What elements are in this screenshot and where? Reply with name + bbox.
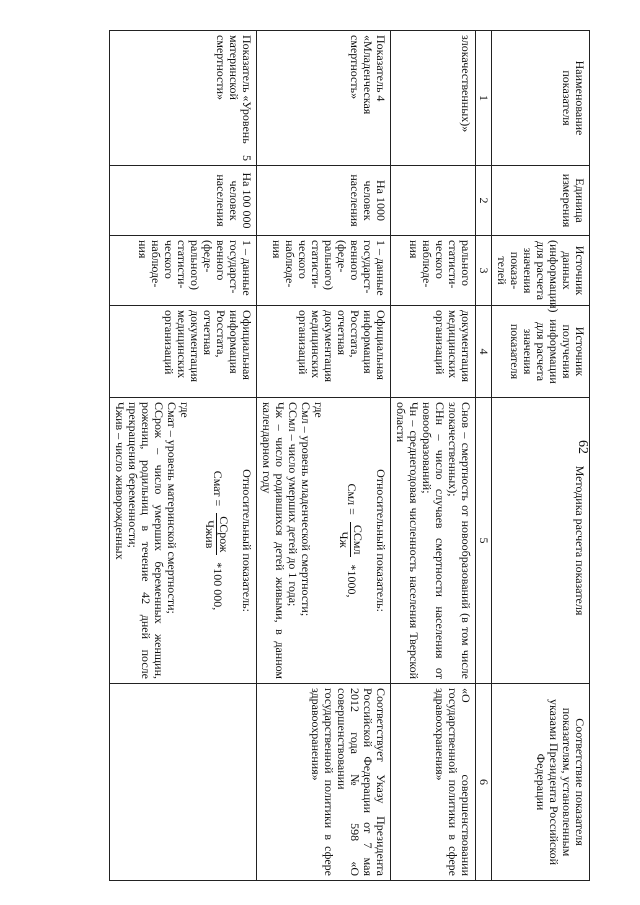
data-source: рального статисти-ческого наблюде-ния	[391, 236, 476, 306]
conformity-cell: «О совершенствовании государственной политики в сфере здравоохранения»	[391, 684, 476, 881]
formula-fraction	[337, 522, 364, 558]
col-number: 4	[476, 306, 492, 398]
info-source: Официальная информация Росстата, отчетная документация медицинских организаций	[257, 306, 391, 398]
data-source: 1 – данные государст-венного (феде-рального) статисти-ческого наблюде-ния	[257, 236, 391, 306]
formula: Смл = ССмл Чж *1000,	[337, 483, 365, 598]
method-line: ССмл – число умерших детей до 1 года;	[286, 402, 300, 607]
col-number: 2	[476, 166, 492, 236]
unit-cell: На 100 000 человек населения	[110, 166, 257, 236]
method-line: Чж – число родившихся детей живыми, в данном календарном году	[260, 402, 287, 679]
method-line: Чжив – число живорожденных	[113, 402, 127, 560]
table-row-indicator-4	[257, 31, 391, 881]
col-number: 6	[476, 684, 492, 881]
rotated-table-container	[35, 30, 590, 880]
page-number: 62	[575, 440, 590, 454]
where-label: где	[312, 402, 326, 418]
header-indicator-name: Наименование показателя	[492, 31, 590, 166]
table-row-indicator-5	[110, 31, 257, 881]
indicator-name: злокачественных)»	[391, 31, 476, 166]
indicator-name: Показатель 4 «Младенческая смертность»	[257, 31, 391, 166]
info-source: Официальная информация Росстата, отчетная документация медицинских организаций	[110, 306, 257, 398]
formula: Смат = ССрож Чжив *100 000,	[203, 470, 231, 611]
conformity-cell: Соответствует Указу Президента Российской Федерации от 7 мая 2012 года № 598 «О совершенствовании государственной политики в сфере здравоохранения»	[257, 684, 391, 881]
method-line: ССрож – число умерших беременных женщин, рожениц, родильниц в течение 42 дней после прекращения беременности;	[126, 402, 166, 679]
header-conformity: Соответствие показателя показателям, установленным указами Президента Российской Федерации	[492, 684, 590, 881]
method-cell	[110, 398, 257, 684]
method-line: Чн – среднегодовая численность населения Тверской области	[394, 402, 421, 679]
indicator-table	[109, 30, 590, 881]
indicator-number: 5	[240, 155, 254, 161]
formula-multiplier: *100 000,	[210, 562, 225, 611]
method-line: СНн – число случаев смертности населения от новообразований;	[420, 402, 447, 679]
col-number: 1	[476, 31, 492, 166]
info-source: документация медицинских организаций	[391, 306, 476, 398]
where-label: где	[178, 402, 192, 418]
indicator-label: Показатель «Уровень материнской смертности»	[214, 35, 254, 144]
method-line: Смат – уровень материнской смертности;	[165, 402, 179, 614]
col-number: 3	[476, 236, 492, 306]
header-data-source: Источник данных (информации) для расчета значения показа-телей	[492, 236, 590, 306]
method-line: Снов – смертность от новообразований (в том числе злокачественных);	[446, 402, 473, 679]
formula-denominator: Чжив	[203, 520, 217, 549]
method-cell	[257, 398, 391, 684]
formula-lhs: Смат	[210, 470, 225, 497]
formula-numerator: ССмл	[350, 522, 364, 558]
formula-fraction	[203, 513, 230, 555]
formula-denominator: Чж	[337, 531, 351, 548]
formula-numerator: ССрож	[216, 513, 230, 555]
indicator-name-cell	[110, 31, 257, 166]
conformity-cell	[110, 684, 257, 881]
header-row	[492, 31, 590, 881]
unit-cell: На 1000 человек населения	[257, 166, 391, 236]
method-cell	[391, 398, 476, 684]
col-number: 5	[476, 398, 492, 684]
formula-lhs: Смл	[344, 483, 359, 506]
table-row-continued	[391, 31, 476, 881]
formula-multiplier: *1000,	[344, 564, 359, 598]
header-method: Методика расчета показателя	[492, 398, 590, 684]
method-line: Смл – уровень младенческой смертности;	[299, 402, 313, 617]
method-intro: Относительный показатель:	[374, 469, 388, 612]
data-source: 1 – данные государст-венного (феде-рального) статисти-ческого наблюде-ния	[110, 236, 257, 306]
unit-cell	[391, 166, 476, 236]
header-info-source: Источник получения информации для расчета значения показателя	[492, 306, 590, 398]
column-number-row	[476, 31, 492, 881]
header-unit: Единица измерения	[492, 166, 590, 236]
method-intro: Относительный показатель:	[240, 469, 254, 612]
